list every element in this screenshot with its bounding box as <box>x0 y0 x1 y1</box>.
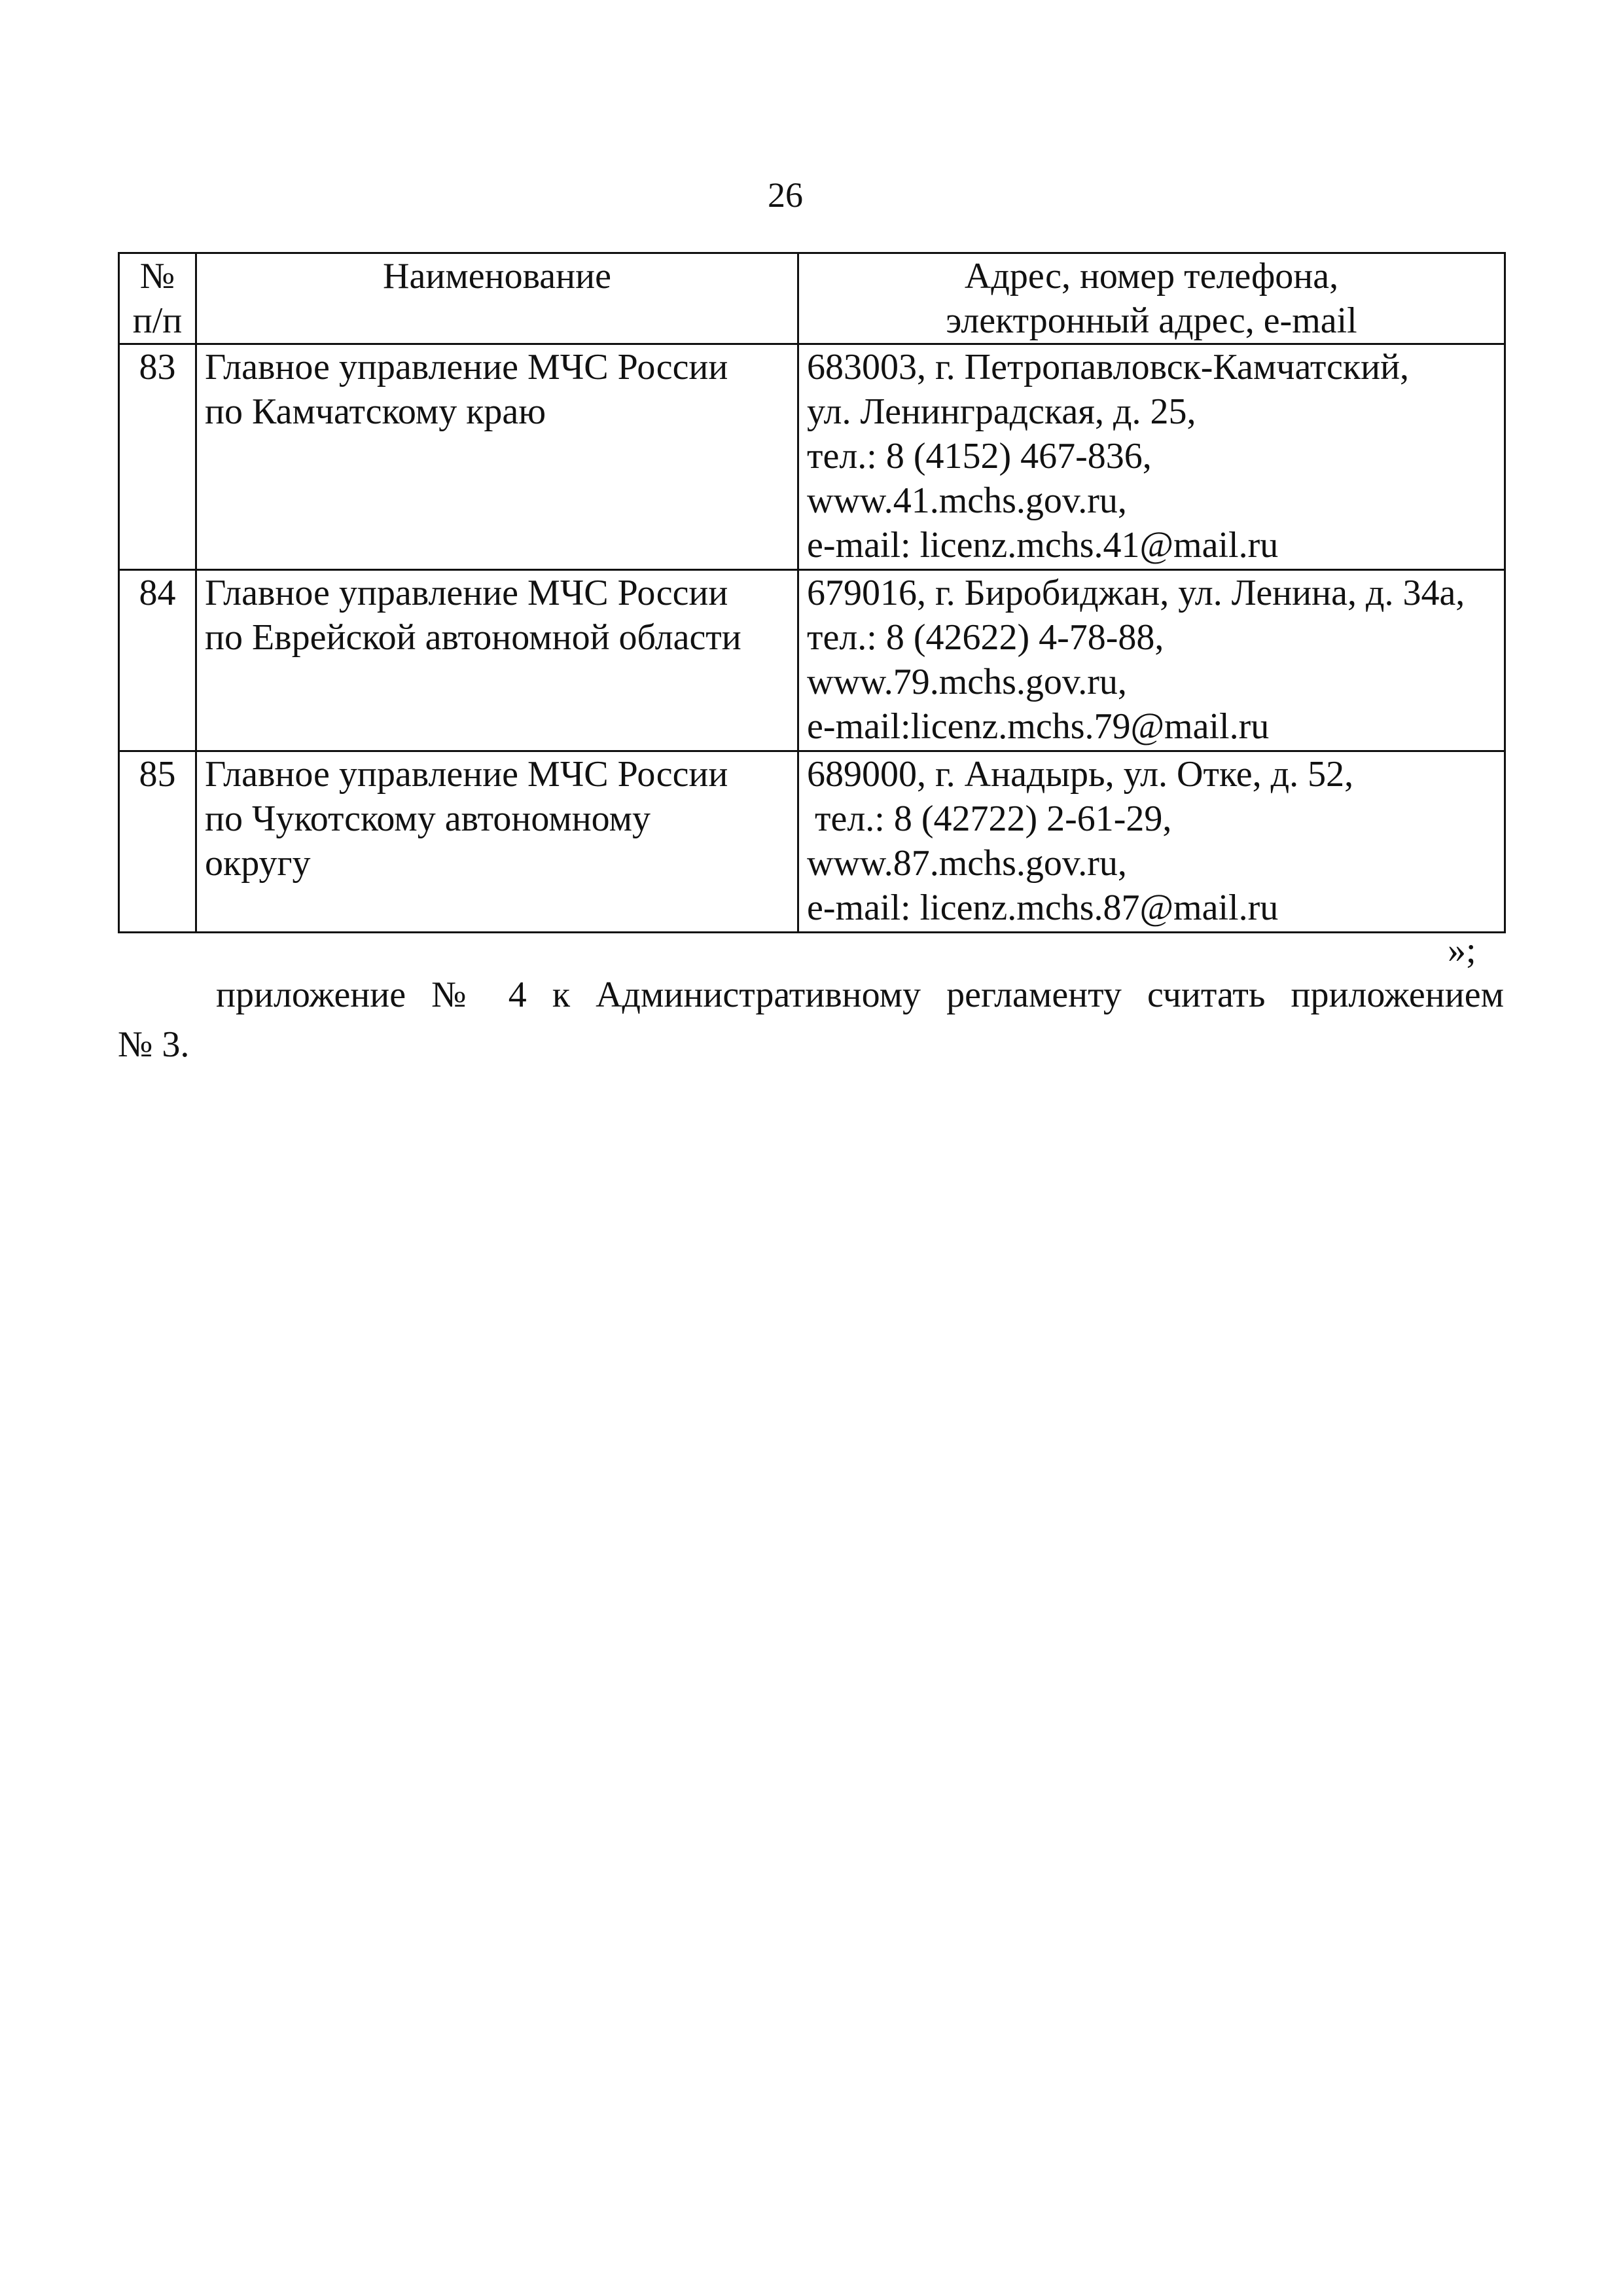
row-address-line: тел.: 8 (4152) 467-836, <box>807 436 1152 476</box>
header-address-line: электронный адрес, e-mail <box>946 300 1357 341</box>
page-number: 26 <box>768 175 803 215</box>
row-address-line: www.41.mchs.gov.ru, <box>807 480 1127 521</box>
row-address-line: www.79.mchs.gov.ru, <box>807 662 1127 702</box>
table-header-row <box>119 253 1505 344</box>
row-address <box>798 570 1505 751</box>
amendment-paragraph <box>118 970 1504 1069</box>
header-number-line: п/п <box>132 300 183 341</box>
row-address-line: ул. Ленинградская, д. 25, <box>807 391 1196 432</box>
row-name-line: по Камчатскому краю <box>205 391 546 432</box>
row-address-line: 683003, г. Петропавловск-Камчатский, <box>807 347 1410 387</box>
header-name <box>196 253 798 344</box>
row-number: 85 <box>119 751 196 933</box>
row-name <box>196 344 798 570</box>
row-name <box>196 570 798 751</box>
row-name-line: Главное управление МЧС России <box>205 347 728 387</box>
row-address-line: e-mail:licenz.mchs.79@mail.ru <box>807 706 1270 747</box>
row-address-line: тел.: 8 (42722) 2-61-29, <box>815 798 1172 839</box>
row-name-line: Главное управление МЧС России <box>205 754 728 795</box>
paragraph-line: № 3. <box>118 1024 190 1065</box>
row-address-line: тел.: 8 (42622) 4-78-88, <box>807 617 1164 658</box>
header-address-line: Адрес, номер телефона, <box>964 256 1339 296</box>
row-address-line: 679016, г. Биробиджан, ул. Ленина, д. 34а, <box>807 573 1465 613</box>
row-number: 84 <box>119 570 196 751</box>
table-row <box>119 570 1505 751</box>
table-row <box>119 344 1505 570</box>
row-address <box>798 751 1505 933</box>
header-name-line: Наименование <box>383 256 611 296</box>
paragraph-line: приложение № 4 к Административному регламенту считать приложением <box>216 975 1504 1015</box>
closing-quote: »; <box>1448 930 1476 971</box>
row-name-line: по Еврейской автономной области <box>205 617 741 658</box>
row-name-line: по Чукотскому автономному <box>205 798 651 839</box>
registry-table <box>118 252 1506 933</box>
row-address-line: e-mail: licenz.mchs.41@mail.ru <box>807 525 1279 565</box>
row-number: 83 <box>119 344 196 570</box>
table-row <box>119 751 1505 933</box>
header-number <box>119 253 196 344</box>
row-name-line: округу <box>205 843 311 884</box>
row-address-line: e-mail: licenz.mchs.87@mail.ru <box>807 888 1279 928</box>
row-name-line: Главное управление МЧС России <box>205 573 728 613</box>
header-address <box>798 253 1505 344</box>
row-name <box>196 751 798 933</box>
row-address <box>798 344 1505 570</box>
header-number-line: № <box>139 256 175 296</box>
row-address-line: 689000, г. Анадырь, ул. Отке, д. 52, <box>807 754 1354 795</box>
row-address-line: www.87.mchs.gov.ru, <box>807 843 1127 884</box>
